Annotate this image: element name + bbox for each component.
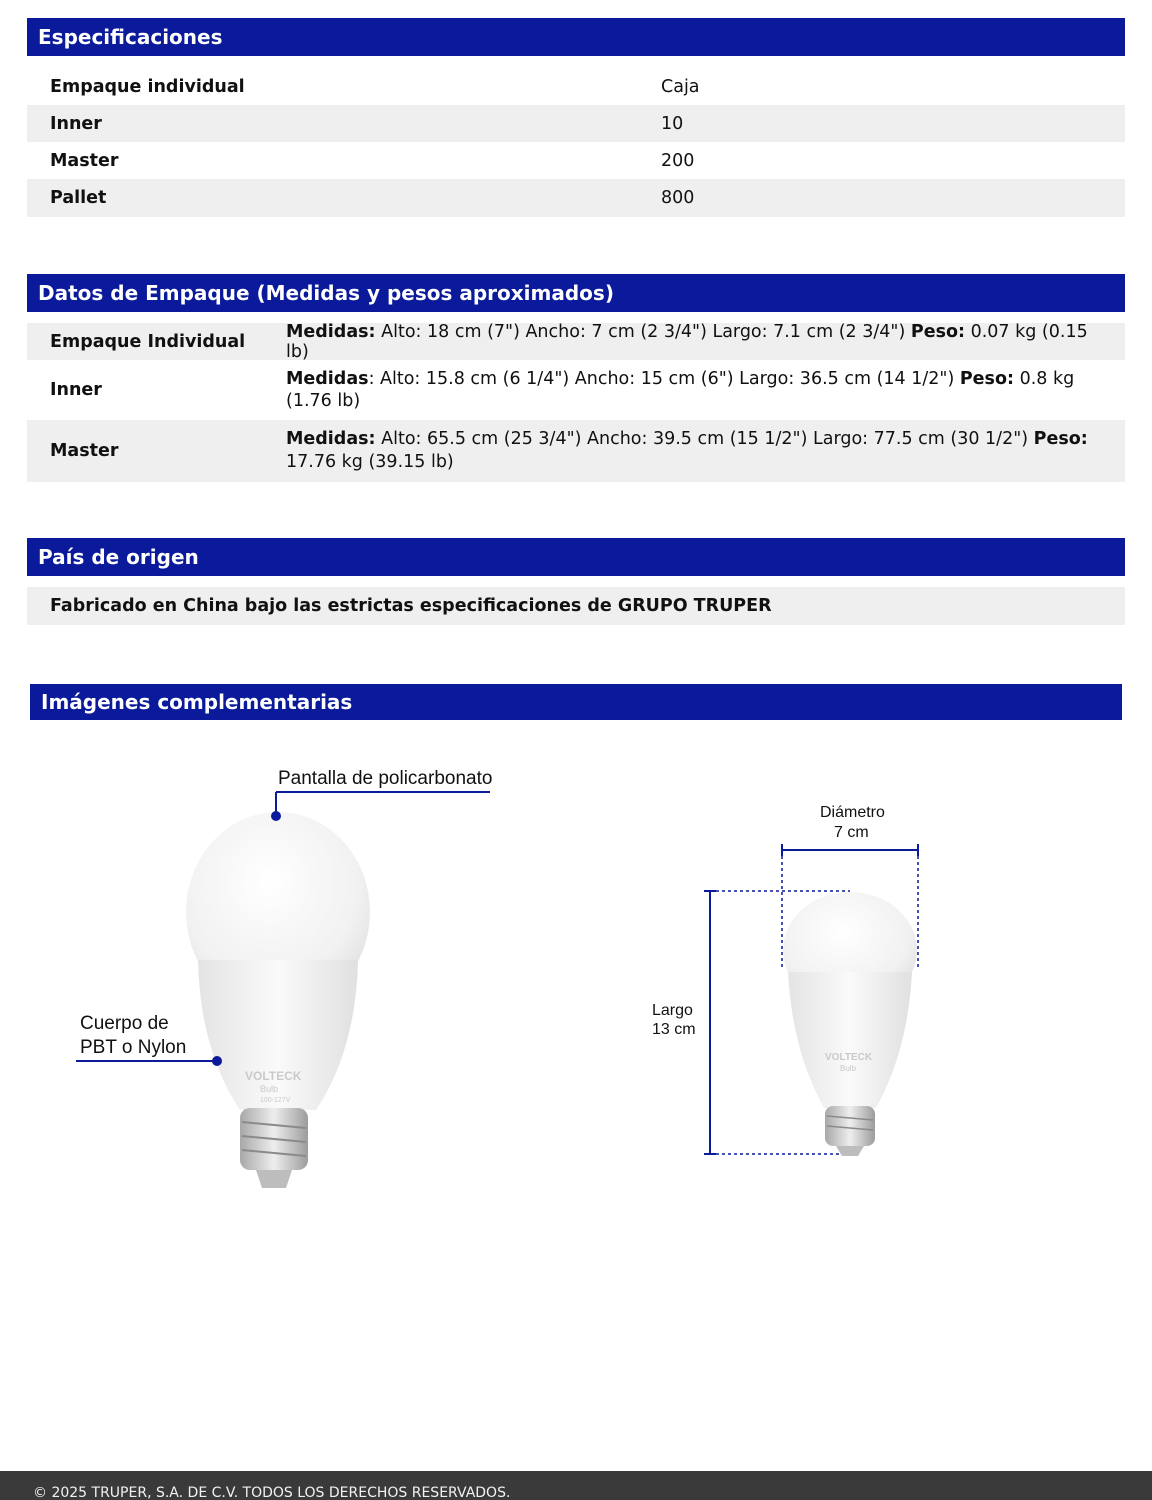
row-label: Pallet <box>50 188 107 208</box>
table-row <box>27 179 1125 217</box>
callout-side-text-2: PBT o Nylon <box>80 1037 187 1058</box>
weight-value: 0.8 kg (1.76 lb) <box>286 369 1075 411</box>
diameter-label: Diámetro <box>820 804 885 821</box>
section-title: Imágenes complementarias <box>41 690 353 714</box>
section-header-pais-origen <box>27 538 1125 576</box>
bulb-body <box>788 972 912 1108</box>
row-label: Inner <box>50 113 102 134</box>
table-row <box>27 142 1125 179</box>
table-row <box>27 360 1125 420</box>
length-label: Largo <box>652 1002 693 1019</box>
row-value: 800 <box>661 188 695 208</box>
section-title: Datos de Empaque (Medidas y pesos aproximados) <box>38 281 614 305</box>
callout-side-text-1: Cuerpo de <box>80 1013 169 1034</box>
section-header-imagenes <box>30 684 1122 720</box>
diameter-value: 7 cm <box>834 824 869 841</box>
bulb-brand-sub2: 100-127V <box>260 1097 291 1104</box>
section-title: Especificaciones <box>38 25 223 49</box>
row-value: Caja <box>661 76 700 97</box>
measures-label: Medidas: <box>286 429 376 449</box>
bulb-brand: VOLTECK <box>825 1052 873 1063</box>
origin-text: Fabricado en China bajo las estrictas especificaciones de GRUPO TRUPER <box>50 596 772 616</box>
bulb-dimensions-figure <box>640 790 940 1170</box>
weight-label: Peso: <box>959 369 1014 389</box>
callout-top-dot <box>271 811 281 821</box>
length-value: 13 cm <box>652 1021 696 1038</box>
row-label: Empaque individual <box>50 76 245 97</box>
weight-label: Peso: <box>910 321 966 342</box>
weight-value: 0.07 kg (0.15 lb) <box>286 321 1088 362</box>
table-row <box>27 68 1125 105</box>
bulb-brand: VOLTECK <box>245 1069 302 1083</box>
measures-label: Medidas: <box>286 321 376 342</box>
row-value: 10 <box>661 113 684 134</box>
measures-value: Alto: 65.5 cm (25 3/4") Ancho: 39.5 cm (15 1/2") Largo: 77.5 cm (30 1/2") <box>381 429 1029 449</box>
section-header-especificaciones <box>27 18 1125 56</box>
callout-top-text: Pantalla de policarbonato <box>278 768 493 789</box>
measures-value: : Alto: 15.8 cm (6 1/4") Ancho: 15 cm (6") Largo: 36.5 cm (14 1/2") <box>368 369 955 389</box>
row-label: Empaque Individual <box>50 331 246 352</box>
row-label: Master <box>50 441 119 461</box>
table-row <box>27 420 1125 482</box>
weight-label: Peso: <box>1033 429 1088 449</box>
bulb-callout-figure <box>60 750 520 1210</box>
row-value <box>286 322 1116 362</box>
row-value <box>286 368 1116 412</box>
footer <box>0 1471 1152 1500</box>
measures-label: Medidas <box>286 369 369 389</box>
weight-value: 17.76 kg (39.15 lb) <box>286 452 454 472</box>
section-title: País de origen <box>38 545 199 569</box>
specs-table <box>27 68 1125 217</box>
measures-value: Alto: 18 cm (7") Ancho: 7 cm (2 3/4") Largo: 7.1 cm (2 3/4") <box>381 321 906 342</box>
row-label: Inner <box>50 380 102 400</box>
row-value <box>286 428 1116 474</box>
table-row <box>27 105 1125 142</box>
callout-side-dot <box>212 1056 222 1066</box>
row-label: Master <box>50 150 119 171</box>
row-value: 200 <box>661 150 695 171</box>
footer-copyright: © 2025 TRUPER, S.A. DE C.V. TODOS LOS DERECHOS RESERVADOS. <box>33 1485 511 1500</box>
table-row <box>27 587 1125 625</box>
origin-table <box>27 587 1125 625</box>
bulb-brand-sub: Bulb <box>840 1064 857 1073</box>
table-row <box>27 323 1125 360</box>
bulb-brand-sub: Bulb <box>260 1084 279 1094</box>
section-header-datos-empaque <box>27 274 1125 312</box>
packaging-table <box>27 323 1125 482</box>
